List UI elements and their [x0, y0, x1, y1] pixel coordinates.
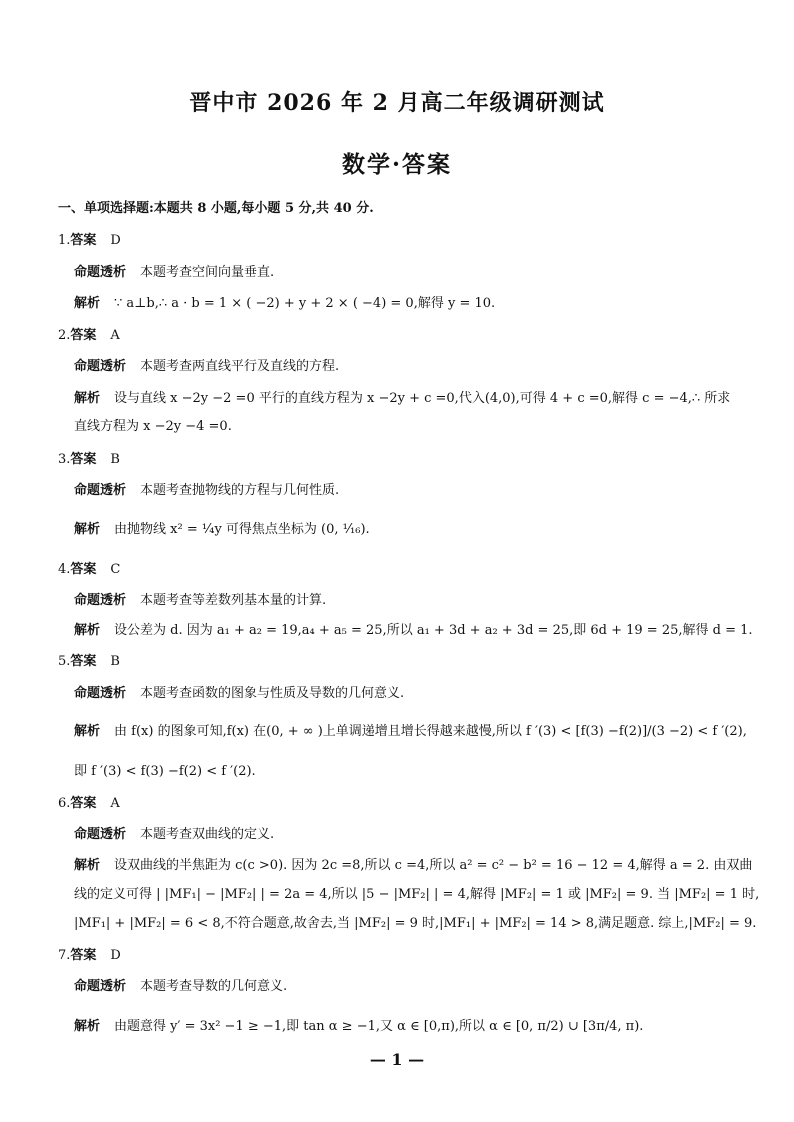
question-5-answer-row: [58, 653, 120, 671]
question-7-intent: [74, 978, 287, 996]
answer-label: 答案: [70, 233, 97, 248]
exam-title: 晋中市 2026 年 2 月高二年级调研测试: [189, 90, 605, 116]
question-2-solution-continued: 直线方程为 x −2y −4 =0.: [74, 419, 232, 434]
answer-value: A: [110, 796, 120, 811]
intent-label: 命题透析: [74, 483, 127, 498]
intent-text: 本题考查等差数列基本量的计算.: [140, 593, 327, 608]
answer-label: 答案: [70, 328, 97, 343]
answer-label: 答案: [70, 654, 97, 669]
question-4-intent: [74, 592, 326, 610]
question-7-solution: [74, 1018, 643, 1036]
solution-label: 解析: [74, 623, 101, 638]
answer-label: 答案: [70, 948, 97, 963]
question-3-solution: [74, 521, 370, 539]
answer-value: D: [110, 233, 121, 248]
solution-label: 解析: [74, 296, 101, 311]
solution-label: 解析: [74, 522, 101, 537]
exam-subtitle: 数学·答案: [341, 151, 452, 178]
question-5-intent: [74, 685, 404, 703]
intent-label: 命题透析: [74, 979, 127, 994]
question-1-intent: [74, 264, 274, 282]
solution-text: 设公差为 d. 因为 a₁ + a₂ = 19,a₄ + a₅ = 25,所以 a₁ + 3d + a₂ + 3d = 25,即 6d + 19 = 25,解得 d = 1.: [114, 623, 753, 638]
answer-value: B: [110, 452, 120, 467]
question-number: 7.: [58, 948, 71, 963]
intent-text: 本题考查空间向量垂直.: [140, 265, 275, 280]
question-2-answer-row: [58, 327, 120, 345]
question-1-solution: [74, 295, 495, 313]
question-5-solution-continued: 即 f ′(3) < f(3) −f(2) < f ′(2).: [74, 764, 256, 779]
answer-label: 答案: [70, 796, 97, 811]
solution-label: 解析: [74, 858, 101, 873]
question-1-answer-row: [58, 232, 121, 250]
answer-value: C: [110, 562, 121, 577]
solution-text: 设与直线 x −2y −2 =0 平行的直线方程为 x −2y + c =0,代入(4,0),可得 4 + c =0,解得 c = −4,∴ 所求: [114, 391, 731, 406]
answer-value: A: [110, 328, 120, 343]
answer-value: B: [110, 654, 120, 669]
section-heading: 一、单项选择题:本题共 8 小题,每小题 5 分,共 40 分.: [58, 201, 374, 216]
solution-text: 由题意得 y′ = 3x² −1 ≥ −1,即 tan α ≥ −1,又 α ∈ [0,π),所以 α ∈ [0, π/2) ∪ [3π/4, π).: [114, 1019, 644, 1034]
solution-label: 解析: [74, 391, 101, 406]
intent-label: 命题透析: [74, 593, 127, 608]
question-7-answer-row: [58, 947, 121, 965]
intent-label: 命题透析: [74, 359, 127, 374]
solution-text: 设双曲线的半焦距为 c(c >0). 因为 2c =8,所以 c =4,所以 a² = c² − b² = 16 − 12 = 4,解得 a = 2. 由双曲: [114, 858, 753, 873]
question-6-solution-continued: |MF₁| + |MF₂| = 6 < 8,不符合题意,故舍去,当 |MF₂| = 9 时,|MF₁| + |MF₂| = 14 > 8,满足题意. 综上,|MF₂| = 9.: [74, 916, 757, 931]
intent-text: 本题考查函数的图象与性质及导数的几何意义.: [140, 686, 405, 701]
question-number: 4.: [58, 562, 71, 577]
intent-text: 本题考查两直线平行及直线的方程.: [140, 359, 340, 374]
question-6-answer-row: [58, 795, 120, 813]
solution-text: 由抛物线 x² = ¹⁄₄y 可得焦点坐标为 (0, ¹⁄₁₆).: [114, 522, 370, 537]
intent-text: 本题考查双曲线的定义.: [140, 827, 275, 842]
question-number: 3.: [58, 452, 71, 467]
intent-label: 命题透析: [74, 827, 127, 842]
intent-label: 命题透析: [74, 265, 127, 280]
question-number: 5.: [58, 654, 71, 669]
question-3-answer-row: [58, 451, 120, 469]
solution-text: ∵ a⊥b,∴ a · b = 1 × ( −2) + y + 2 × ( −4) = 0,解得 y = 10.: [114, 296, 496, 311]
question-2-intent: [74, 358, 339, 376]
question-number: 2.: [58, 328, 71, 343]
intent-text: 本题考查抛物线的方程与几何性质.: [140, 483, 340, 498]
question-6-solution: [74, 857, 752, 875]
question-number: 1.: [58, 233, 71, 248]
question-4-answer-row: [58, 561, 120, 579]
intent-label: 命题透析: [74, 686, 127, 701]
question-5-solution: [74, 723, 747, 741]
intent-text: 本题考查导数的几何意义.: [140, 979, 288, 994]
question-6-intent: [74, 826, 274, 844]
page-number: — 1 —: [369, 1050, 425, 1069]
question-4-solution: [74, 622, 753, 640]
question-6-solution-continued: 线的定义可得 | |MF₁| − |MF₂| | = 2a = 4,所以 |5 − |MF₂| | = 4,解得 |MF₂| = 1 或 |MF₂| = 9. 当 |MF₂| = 1 时,: [74, 887, 760, 902]
answer-value: D: [110, 948, 121, 963]
question-3-intent: [74, 482, 339, 500]
solution-text: 由 f(x) 的图象可知,f(x) 在(0, + ∞ )上单调递增且增长得越来越慢,所以 f ′(3) < [f(3) −f(2)]/(3 −2) < f ′(2),: [114, 724, 747, 739]
question-2-solution: [74, 390, 730, 408]
answer-label: 答案: [70, 452, 97, 467]
question-number: 6.: [58, 796, 71, 811]
answer-label: 答案: [70, 562, 97, 577]
solution-label: 解析: [74, 724, 101, 739]
solution-label: 解析: [74, 1019, 101, 1034]
